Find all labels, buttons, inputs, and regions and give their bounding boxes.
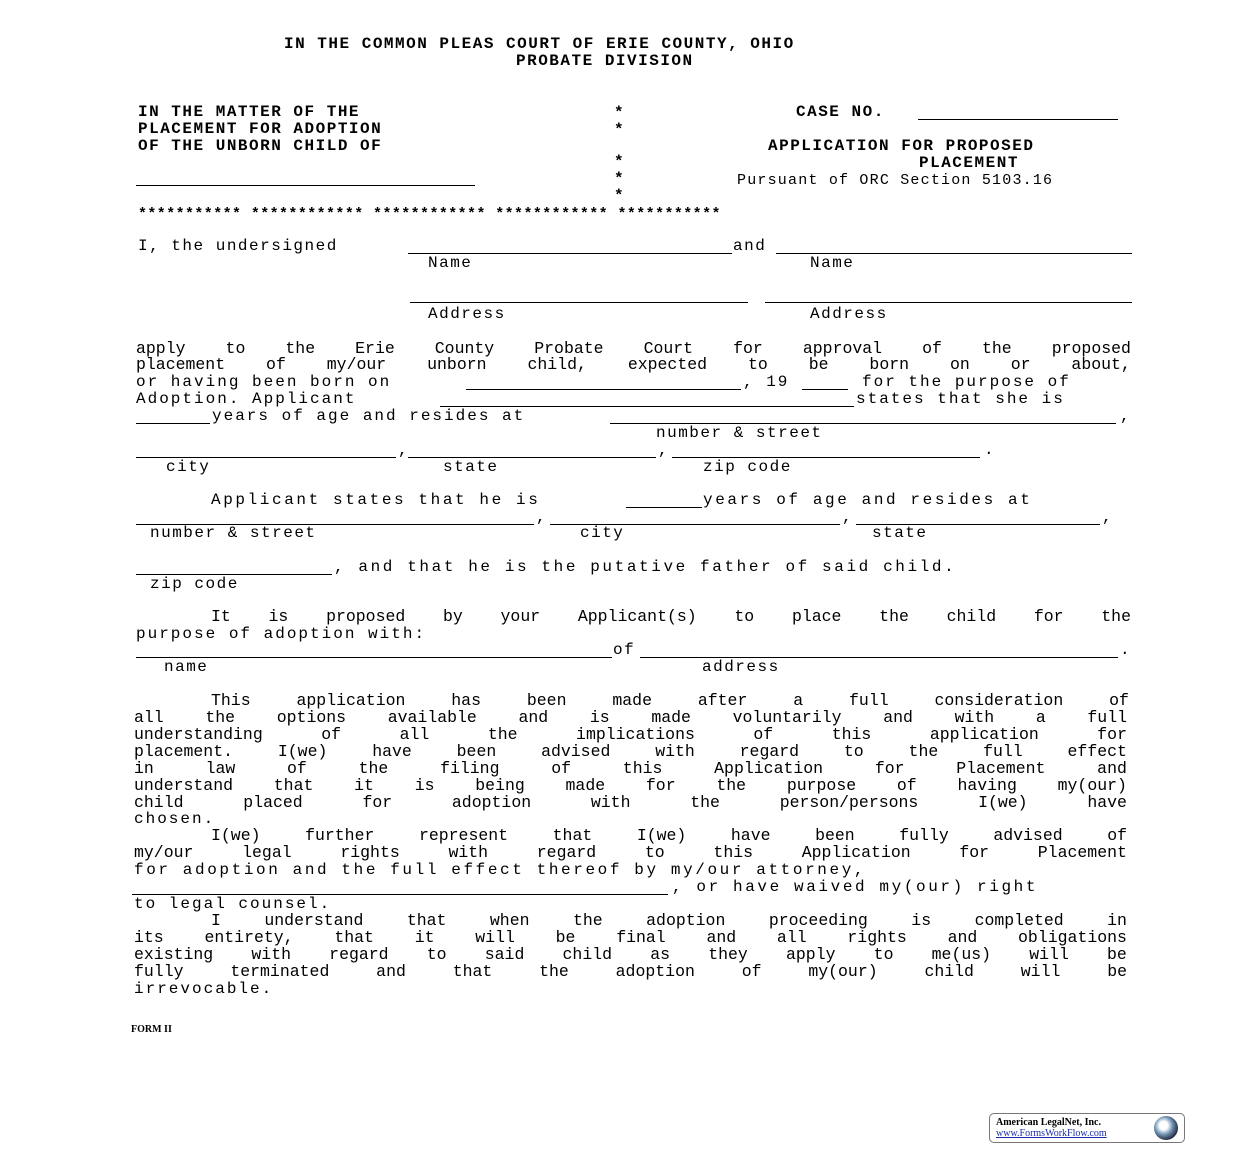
logo-company: American LegalNet, Inc. [996, 1117, 1101, 1128]
word: made [651, 708, 691, 727]
word: proceeding [768, 911, 868, 930]
mother-age-blank[interactable] [136, 423, 210, 424]
word: of [741, 962, 762, 981]
word: voluntarily [732, 708, 842, 727]
text-line [134, 727, 1127, 743]
text-line [134, 947, 1127, 963]
word: it [414, 928, 435, 947]
word: the [908, 742, 939, 761]
word: my(our) [1057, 776, 1127, 795]
word: is [589, 708, 610, 727]
text: . [1120, 641, 1130, 659]
case-no-label: CASE NO. [796, 103, 885, 121]
word: Placement [1037, 843, 1127, 862]
word: on [949, 355, 970, 374]
word: filing [440, 759, 500, 778]
address-blank-2[interactable] [765, 302, 1132, 303]
word: proposed [326, 607, 406, 626]
word: the [358, 759, 389, 778]
american-legalnet-logo[interactable] [989, 1113, 1185, 1143]
word: to [873, 945, 894, 964]
word: with [448, 843, 489, 862]
word: adoption [451, 793, 532, 812]
word: child [134, 793, 184, 812]
word: It [211, 607, 231, 626]
word: me(us) [931, 945, 992, 964]
word: I(we) [277, 742, 328, 761]
word: a [793, 691, 804, 710]
word: Application [714, 759, 824, 778]
label: Address [810, 305, 888, 323]
word: completed [974, 911, 1064, 930]
text: , [658, 441, 668, 459]
label: address [702, 658, 780, 676]
word: being [475, 776, 525, 795]
word: advised [993, 826, 1063, 845]
text: Applicant states that he is [211, 491, 541, 509]
word: implications [576, 725, 695, 744]
text-line [134, 710, 1127, 726]
word: it [354, 776, 374, 795]
word: will [1029, 945, 1069, 964]
word: said [484, 945, 525, 964]
word: this [622, 759, 663, 778]
word: having [957, 776, 1017, 795]
word: that [406, 911, 447, 930]
word: apply [785, 945, 836, 964]
label: state [872, 524, 928, 542]
word: represent [418, 826, 509, 845]
label: Name [428, 254, 473, 272]
word: of [266, 355, 286, 374]
word: full [983, 742, 1023, 761]
word: fully [899, 826, 949, 845]
word: all [776, 928, 807, 947]
word: with [655, 742, 695, 761]
word: I(we) [978, 793, 1028, 812]
word: they [708, 945, 748, 964]
label: zip code [150, 575, 239, 593]
word: when [489, 911, 530, 930]
text: , or have waived my(our) right [672, 878, 1039, 896]
word: is [911, 911, 932, 930]
globe-icon [1154, 1116, 1178, 1140]
logo-url[interactable]: www.FormsWorkFlow.com [996, 1128, 1107, 1139]
word: final [616, 928, 666, 947]
word: in [1107, 911, 1127, 930]
word: apply [136, 339, 186, 358]
word: or [1010, 355, 1031, 374]
label: state [443, 458, 499, 476]
word: law [205, 759, 236, 778]
star: * [614, 170, 626, 188]
word: rights [847, 928, 907, 947]
word: for [874, 759, 905, 778]
text-line [134, 778, 1127, 794]
word: options [276, 708, 347, 727]
statute-reference: Pursuant of ORC Section 5103.16 [737, 172, 1054, 189]
word: person/persons [779, 793, 919, 812]
text-line [211, 913, 1127, 929]
word: the [1101, 607, 1131, 626]
label: Address [428, 305, 506, 323]
star-divider: *********** ************ ************ ************ *********** [138, 206, 721, 223]
word: after [697, 691, 748, 710]
word: been [456, 742, 497, 761]
word: place [791, 607, 842, 626]
word: to [426, 945, 447, 964]
word: a [1035, 708, 1046, 727]
word: placed [243, 793, 303, 812]
word: Placement [956, 759, 1046, 778]
word: regard [329, 945, 389, 964]
text-line [211, 693, 1129, 709]
text: , [842, 508, 852, 526]
word: consideration [934, 691, 1064, 710]
word: to [644, 843, 665, 862]
label: city [580, 524, 625, 542]
word: for [362, 793, 393, 812]
label: number & street [656, 424, 823, 442]
word: to [734, 607, 755, 626]
text: to legal counsel. [134, 895, 332, 913]
text: and [733, 237, 767, 255]
word: be [555, 928, 576, 947]
caption-line: IN THE MATTER OF THE [138, 103, 361, 121]
word: about, [1071, 355, 1131, 374]
star: * [614, 104, 626, 122]
word: Applicant(s) [577, 607, 697, 626]
form-title: APPLICATION FOR PROPOSED [768, 137, 1035, 155]
word: is [414, 776, 435, 795]
birth-date-blank[interactable] [466, 389, 741, 390]
word: of [753, 725, 774, 744]
word: County [434, 339, 495, 358]
word: is [268, 607, 289, 626]
word: been [526, 691, 567, 710]
word: to [747, 355, 768, 374]
word: for [959, 843, 990, 862]
word: placement [136, 355, 226, 374]
text: years of age and resides at [212, 407, 526, 425]
word: have [1087, 793, 1127, 812]
word: with [251, 945, 291, 964]
text-line [134, 795, 1127, 811]
case-no-blank[interactable] [918, 119, 1118, 120]
word: existing [134, 945, 214, 964]
text-line [136, 357, 1131, 373]
word: that [273, 776, 314, 795]
word: of [321, 725, 342, 744]
word: that [334, 928, 374, 947]
word: for [1033, 607, 1064, 626]
word: child [946, 607, 997, 626]
word: further [305, 826, 375, 845]
word: the [205, 708, 236, 727]
word: and [376, 962, 406, 981]
word: your [500, 607, 541, 626]
word: placement. [134, 742, 234, 761]
text: . [984, 441, 994, 459]
text-line [134, 744, 1127, 760]
text: , [1120, 407, 1130, 425]
word: rights [340, 843, 400, 862]
word: all [134, 708, 164, 727]
word: of [287, 759, 307, 778]
word: approval [802, 339, 883, 358]
word: and [518, 708, 549, 727]
word: will [1020, 962, 1061, 981]
word: Erie [355, 339, 395, 358]
word: this [713, 843, 754, 862]
word: Probate [534, 339, 604, 358]
word: with [590, 793, 631, 812]
word: understanding [134, 725, 263, 744]
word: unborn [427, 355, 487, 374]
word: application [929, 725, 1039, 744]
division-title: PROBATE DIVISION [516, 52, 694, 70]
word: that [452, 962, 493, 981]
word: the [981, 339, 1012, 358]
text-line [211, 609, 1131, 625]
word: all [399, 725, 430, 744]
text: , [1102, 508, 1112, 526]
word: I(we) [636, 826, 687, 845]
text: , [398, 441, 408, 459]
word: made [612, 691, 652, 710]
text: Adoption. Applicant [136, 390, 357, 408]
address-blank-1[interactable] [410, 302, 748, 303]
text-line [211, 828, 1127, 844]
parent-name-blank[interactable] [136, 185, 475, 186]
caption-line: PLACEMENT FOR ADOPTION [138, 120, 383, 138]
year-blank[interactable] [802, 389, 848, 390]
word: that [552, 826, 593, 845]
word: child [562, 945, 613, 964]
word: of [551, 759, 572, 778]
word: understand [264, 911, 364, 930]
word: be [808, 355, 829, 374]
word: application [296, 691, 406, 710]
word: of [1109, 691, 1129, 710]
word: the [285, 339, 316, 358]
text: chosen. [134, 810, 216, 828]
word: regard [739, 742, 800, 761]
word: terminated [230, 962, 330, 981]
text: or having been born on [136, 373, 392, 391]
form-title: PLACEMENT [919, 154, 1019, 172]
word: legal [242, 843, 292, 862]
word: of [922, 339, 942, 358]
word: be [1107, 945, 1127, 964]
word: Court [643, 339, 694, 358]
caption-line: OF THE UNBORN CHILD OF [138, 137, 383, 155]
word: have [372, 742, 412, 761]
word: my(our) [808, 962, 878, 981]
word: adoption [646, 911, 726, 930]
word: entirety, [204, 928, 294, 947]
star: * [614, 153, 626, 171]
word: the [487, 725, 518, 744]
text: states that she is [856, 390, 1065, 408]
word: full [849, 691, 889, 710]
label: number & street [150, 524, 317, 542]
text-line [134, 845, 1127, 861]
word: be [1107, 962, 1127, 981]
form-number: FORM II [131, 1024, 172, 1035]
word: to [843, 742, 864, 761]
word: regard [536, 843, 597, 862]
star: * [614, 187, 626, 205]
label: name [164, 658, 209, 676]
word: expected [627, 355, 708, 374]
word: as [650, 945, 671, 964]
word: by [443, 607, 463, 626]
word: for [733, 339, 763, 358]
word: of [896, 776, 917, 795]
text-line [134, 930, 1127, 946]
word: adoption [615, 962, 695, 981]
court-title: IN THE COMMON PLEAS COURT OF ERIE COUNTY, OHIO [284, 35, 795, 53]
word: the [572, 911, 603, 930]
word: This [211, 691, 251, 710]
word: and [706, 928, 737, 947]
label: Name [810, 254, 855, 272]
word: I [211, 911, 221, 930]
text: purpose of adoption with: [136, 625, 427, 643]
word: understand [134, 776, 234, 795]
word: Application [801, 843, 911, 862]
text: for the purpose of [862, 373, 1071, 391]
text: of [613, 641, 636, 659]
word: to [225, 339, 246, 358]
word: the [716, 776, 747, 795]
word: made [565, 776, 606, 795]
word: my/our [326, 355, 387, 374]
text: , [536, 508, 546, 526]
word: and [947, 928, 978, 947]
word: the [539, 962, 569, 981]
word: proposed [1051, 339, 1131, 358]
word: the [690, 793, 720, 812]
word: been [815, 826, 855, 845]
word: for [645, 776, 676, 795]
word: child [924, 962, 974, 981]
text-line [134, 964, 1127, 980]
word: fully [134, 962, 184, 981]
word: of [1107, 826, 1127, 845]
word: child, [527, 355, 587, 374]
text-line [134, 761, 1127, 777]
text: I, the undersigned [138, 237, 338, 255]
text: years of age and resides at [703, 491, 1033, 509]
word: have [730, 826, 771, 845]
word: in [134, 759, 154, 778]
word: the [879, 607, 909, 626]
label: zip code [703, 458, 792, 476]
word: and [1097, 759, 1127, 778]
word: I(we) [211, 826, 261, 845]
label: city [166, 458, 211, 476]
star: * [614, 121, 626, 139]
word: effect [1067, 742, 1127, 761]
word: for [1097, 725, 1127, 744]
word: full [1087, 708, 1127, 727]
text: , 19 [743, 373, 790, 391]
word: this [831, 725, 872, 744]
text: for adoption and the full effect thereof by my/our attorney, [134, 861, 867, 879]
word: purpose [786, 776, 857, 795]
word: its [134, 928, 164, 947]
word: will [475, 928, 515, 947]
word: born [869, 355, 910, 374]
word: my/our [134, 843, 194, 862]
word: advised [541, 742, 611, 761]
word: has [451, 691, 481, 710]
father-age-blank[interactable] [626, 507, 702, 508]
word: available [387, 708, 477, 727]
word: and [883, 708, 913, 727]
text: , and that he is the putative father of said child. [334, 558, 957, 576]
word: with [954, 708, 995, 727]
word: obligations [1018, 928, 1127, 947]
text: irrevocable. [134, 980, 274, 998]
